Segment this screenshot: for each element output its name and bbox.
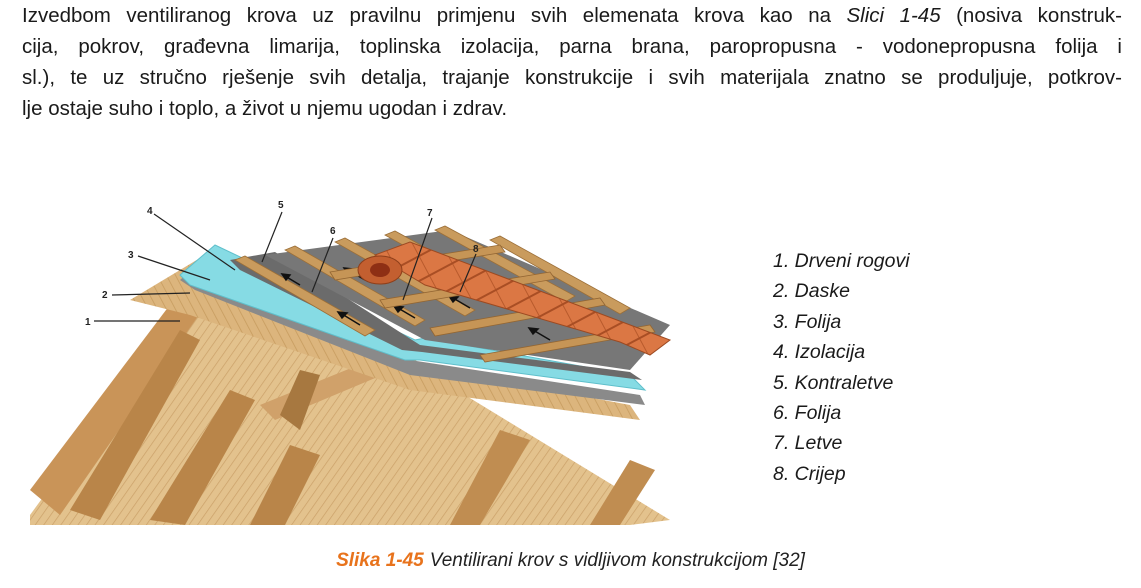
callout-7: 7	[427, 208, 433, 219]
legend-item: 6. Folija	[773, 402, 842, 425]
body-paragraph	[22, 0, 1122, 124]
legend-item: 4. Izolacija	[773, 341, 866, 364]
legend-item: 2. Daske	[773, 280, 850, 303]
figure-reference[interactable]: Slici 1-45	[846, 4, 941, 27]
roof-cross-section-illustration	[30, 190, 710, 525]
paragraph-line-1: Izvedbom ventiliranog krova uz pravilnu primjenu svih elemenata krova kao na Slici 1-45 (nosiva konstruk-	[22, 4, 1122, 27]
legend-item: 7. Letve	[773, 432, 843, 455]
callout-8: 8	[473, 244, 479, 255]
callout-1: 1	[85, 317, 91, 328]
figure-number: Slika 1-45	[336, 550, 424, 571]
figure-caption	[0, 550, 1141, 572]
legend-item: 8. Crijep	[773, 462, 846, 485]
callout-2: 2	[102, 290, 108, 301]
legend-item: 1. Drveni rogovi	[773, 250, 910, 272]
caption-text: Ventilirani krov s vidljivom konstrukcijom [32]	[429, 550, 805, 571]
legend-item: 5. Kontraletve	[773, 371, 894, 394]
legend-item: 3. Folija	[773, 310, 842, 333]
callout-3: 3	[128, 250, 134, 261]
figure-legend	[773, 246, 910, 489]
paragraph-line-3: sl.), te uz stručno rješenje svih detalja, trajanje konstrukcije i svih materijala znatno se produljuje, potkrov-	[22, 66, 1122, 89]
callout-6: 6	[330, 226, 336, 237]
paragraph-line-2: cija, pokrov, građevna limarija, toplinska izolacija, parna brana, paropropusna - vodonepropusna folija i	[22, 35, 1122, 58]
callout-5: 5	[278, 200, 284, 211]
paragraph-line-4: lje ostaje suho i toplo, a život u njemu ugodan i zdrav.	[22, 97, 508, 120]
callout-4: 4	[147, 206, 153, 217]
